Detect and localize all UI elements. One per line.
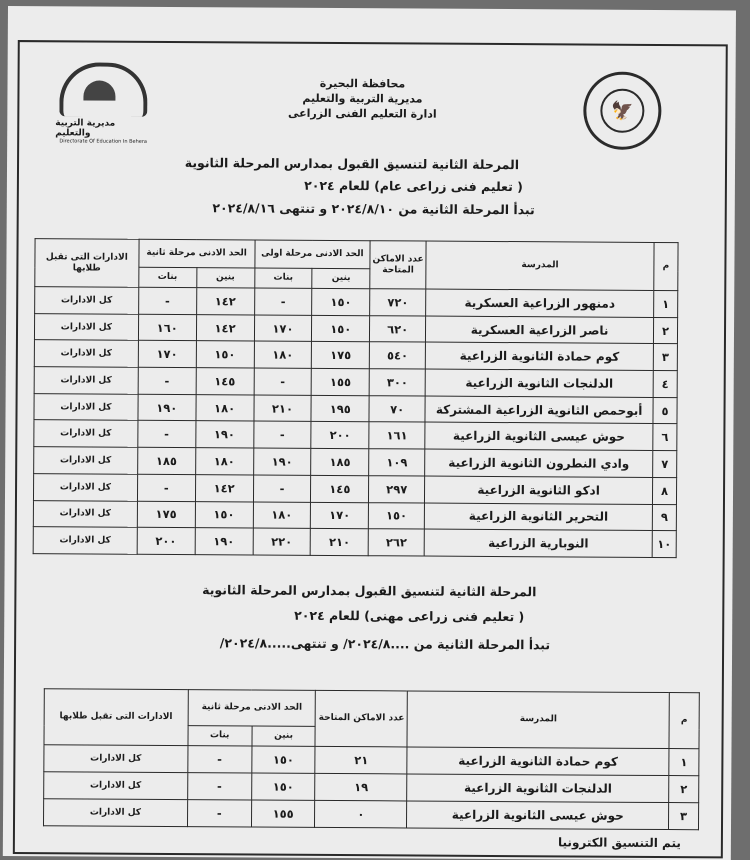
col-school: المدرسة (426, 241, 654, 290)
table-row (43, 799, 698, 830)
col-school: المدرسة (407, 691, 669, 749)
seats-value: ٠ (315, 800, 407, 828)
document-page (3, 6, 736, 860)
admins-value: كل الادارات (43, 799, 187, 827)
stage1-boys: ٢٠٠ (311, 422, 369, 449)
row-number: ٣ (653, 344, 677, 371)
stage2-boys: ١٥٠ (196, 341, 254, 368)
stage1-boys: ١٧٠ (311, 502, 369, 529)
seats-value: ٦٢٠ (370, 315, 426, 342)
school-name: كوم حمادة الثانوية الزراعية (407, 747, 669, 776)
admins-value: كل الادارات (33, 473, 137, 500)
stage2-boys: ١٥٠ (195, 501, 253, 528)
col-boys: بنين (312, 268, 370, 288)
admins-value: كل الادارات (34, 367, 138, 394)
row-number: ٨ (653, 477, 677, 504)
row-number: ١ (669, 749, 699, 776)
stage2-boys: ١٤٢ (195, 474, 253, 501)
governorate-name: محافظة البحيرة (319, 76, 406, 91)
row-number: ١٠ (652, 531, 676, 558)
row-number: ٤ (653, 371, 677, 398)
row-number: ٩ (652, 504, 676, 531)
school-name: أبوحمص الثانوية الزراعية المشتركة (425, 396, 653, 424)
seats-value: ١٠٩ (369, 449, 425, 476)
seats-value: ٧٠ (369, 395, 425, 422)
school-name: النوبارية الزراعية (424, 529, 652, 557)
seats-value: ٧٢٠ (370, 289, 426, 316)
col-num: م (654, 242, 678, 290)
row-number: ١ (654, 290, 678, 317)
gear-icon (59, 62, 147, 117)
directorate-name: مديرية التربية والتعليم (302, 91, 423, 106)
row-number: ٢ (653, 317, 677, 344)
col-min-stage2: الحد الادنى مرحلة ثانية (188, 690, 316, 727)
table-row (34, 447, 677, 478)
stage1-boys: ١٧٥ (312, 342, 370, 369)
seats-value: ١٦١ (369, 422, 425, 449)
admins-value: كل الادارات (34, 393, 138, 420)
col-num: م (669, 693, 699, 749)
stage2-girls: - (138, 287, 196, 314)
letterhead (262, 76, 462, 122)
section2-title: المرحلة الثانية لتنسيق القبول بمدارس المرحلة الثانوية (202, 582, 537, 600)
table-row (33, 500, 676, 531)
col-seats: عدد الاماكن المتاحة (370, 241, 426, 289)
stage2-boys: ١٩٠ (195, 528, 253, 555)
section2-subtitle: ( تعليم فنى زراعى مهنى) للعام ٢٠٢٤ (294, 607, 525, 625)
school-name: وادي النطرون الثانوية الزراعية (425, 449, 653, 477)
stage1-girls: ١٨٠ (254, 341, 312, 368)
table-row (35, 287, 678, 318)
general-schools-table (33, 238, 679, 558)
admins-value: كل الادارات (44, 745, 188, 773)
admins-value: كل الادارات (44, 772, 188, 800)
row-number: ٣ (669, 803, 699, 830)
admins-value: كل الادارات (34, 313, 138, 340)
table-row (44, 772, 699, 803)
stage2-boys: ١٨٠ (196, 394, 254, 421)
stage2-boys: ١٥٠ (251, 746, 315, 773)
footer-note: يتم التنسيق الكترونيا (558, 835, 681, 851)
table-row (34, 367, 677, 398)
stage1-boys: ١٥٥ (311, 368, 369, 395)
eagle-icon: 🦅 (600, 89, 644, 133)
admins-value: كل الادارات (33, 527, 137, 554)
col-min-stage1: الحد الادنى مرحلة اولى (254, 240, 370, 269)
col-admins: الادارات التى تقبل طلابها (44, 689, 188, 746)
seats-value: ٢٩٧ (369, 476, 425, 503)
school-name: التحرير الثانوية الزراعية (424, 503, 652, 531)
seats-value: ٣٠٠ (369, 369, 425, 396)
stage2-boys: ١٤٢ (196, 314, 254, 341)
seats-value: ١٩ (315, 773, 407, 801)
school-name: دمنهور الزراعية العسكرية (426, 289, 654, 317)
stage2-girls: ٢٠٠ (137, 527, 195, 554)
logo-left-title: مديرية التربية والتعليم (55, 118, 116, 139)
col-girls: بنات (254, 268, 312, 288)
admins-value: كل الادارات (33, 500, 137, 527)
stage2-girls: ١٩٠ (138, 394, 196, 421)
school-name: الدلنجات الثانوية الزراعية (425, 369, 653, 397)
logo-left-subtitle: Directorate Of Education In Behera (59, 138, 148, 145)
stage2-boys: ١٥٥ (251, 800, 315, 827)
table-row (34, 313, 677, 344)
school-name: حوش عيسى الثانوية الزراعية (425, 422, 653, 450)
seats-value: ١٥٠ (369, 502, 425, 529)
table-row (33, 527, 676, 558)
table-row (34, 340, 677, 371)
section1-dates: تبدأ المرحلة الثانية من ٢٠٢٤/٨/١٠ و تنتهى ٢٠٢٤/٨/١٦ (212, 200, 535, 218)
stage1-girls: ١٩٠ (253, 448, 311, 475)
col-min-stage2: الحد الادنى مرحلة ثانية (139, 239, 255, 268)
stage1-girls: ٢٢٠ (253, 528, 311, 555)
stage2-girls: - (138, 367, 196, 394)
row-number: ٦ (653, 424, 677, 451)
table-row (33, 473, 676, 504)
stage1-girls: - (254, 288, 312, 315)
seats-value: ٥٤٠ (370, 342, 426, 369)
col-girls: بنات (188, 726, 252, 746)
stage2-girls: ١٧٠ (138, 341, 196, 368)
stage2-boys: ١٤٥ (196, 368, 254, 395)
department-name: ادارة التعليم الفنى الزراعى (287, 106, 437, 121)
row-number: ٥ (653, 397, 677, 424)
admins-value: كل الادارات (34, 420, 138, 447)
stage1-girls: ٢١٠ (253, 395, 311, 422)
stage2-girls: - (187, 800, 251, 827)
section2-dates: تبدأ المرحلة الثانية من ....٢٠٢٤/٨/ و تنتهى.....٢٠٢٤/٨/ (219, 635, 551, 653)
col-seats: عدد الاماكن المتاحة (315, 690, 407, 747)
stage2-girls: - (188, 746, 252, 773)
admins-value: كل الادارات (35, 287, 139, 314)
stage1-boys: ١٨٥ (311, 448, 369, 475)
stage2-boys: ١٨٠ (195, 448, 253, 475)
col-admins: الادارات التى تقبل طلابها (35, 239, 139, 288)
directorate-logo (55, 62, 151, 145)
stage2-girls: ١٦٠ (138, 314, 196, 341)
admins-value: كل الادارات (34, 447, 138, 474)
col-girls: بنات (139, 267, 197, 287)
stage1-boys: ٢١٠ (311, 529, 369, 556)
table-row (44, 745, 699, 776)
school-name: كوم حمادة الثانوية الزراعية (425, 342, 653, 370)
stage1-boys: ١٥٠ (312, 288, 370, 315)
stage1-girls: - (254, 368, 312, 395)
section1-title: المرحلة الثانية لتنسيق القبول بمدارس المرحلة الثانوية (184, 155, 520, 173)
seats-value: ٢٦٢ (368, 529, 424, 556)
school-name: ادكو الثانوية الزراعية (425, 476, 653, 504)
stage1-boys: ١٤٥ (311, 475, 369, 502)
row-number: ٧ (653, 451, 677, 478)
stage2-boys: ١٩٠ (195, 421, 253, 448)
vocational-schools-table (43, 688, 700, 830)
stage1-girls: ١٧٠ (254, 315, 312, 342)
stage2-girls: ١٧٥ (137, 501, 195, 528)
stage2-boys: ١٥٠ (251, 773, 315, 800)
stage1-girls: - (253, 421, 311, 448)
stage2-girls: - (138, 421, 196, 448)
table-row (34, 393, 677, 424)
stage2-boys: ١٤٢ (196, 288, 254, 315)
col-boys: بنين (196, 268, 254, 288)
stage2-girls: - (187, 773, 251, 800)
section1-subtitle: ( تعليم فنى زراعى عام) للعام ٢٠٢٤ (304, 177, 523, 195)
stage2-girls: ١٨٥ (137, 447, 195, 474)
admins-value: كل الادارات (34, 340, 138, 367)
stage1-boys: ١٩٥ (311, 395, 369, 422)
seats-value: ٢١ (315, 746, 407, 774)
school-name: ناصر الزراعية العسكرية (426, 316, 654, 344)
stage1-girls: - (253, 475, 311, 502)
school-name: حوش عيسى الثانوية الزراعية (407, 801, 669, 830)
col-boys: بنين (252, 726, 316, 746)
school-name: الدلنجات الثانوية الزراعية (407, 774, 669, 803)
stage2-girls: - (137, 474, 195, 501)
ministry-logo (583, 72, 661, 150)
row-number: ٢ (669, 776, 699, 803)
stage1-girls: ١٨٠ (253, 502, 311, 529)
stage1-boys: ١٥٠ (312, 315, 370, 342)
table-row (34, 420, 677, 451)
